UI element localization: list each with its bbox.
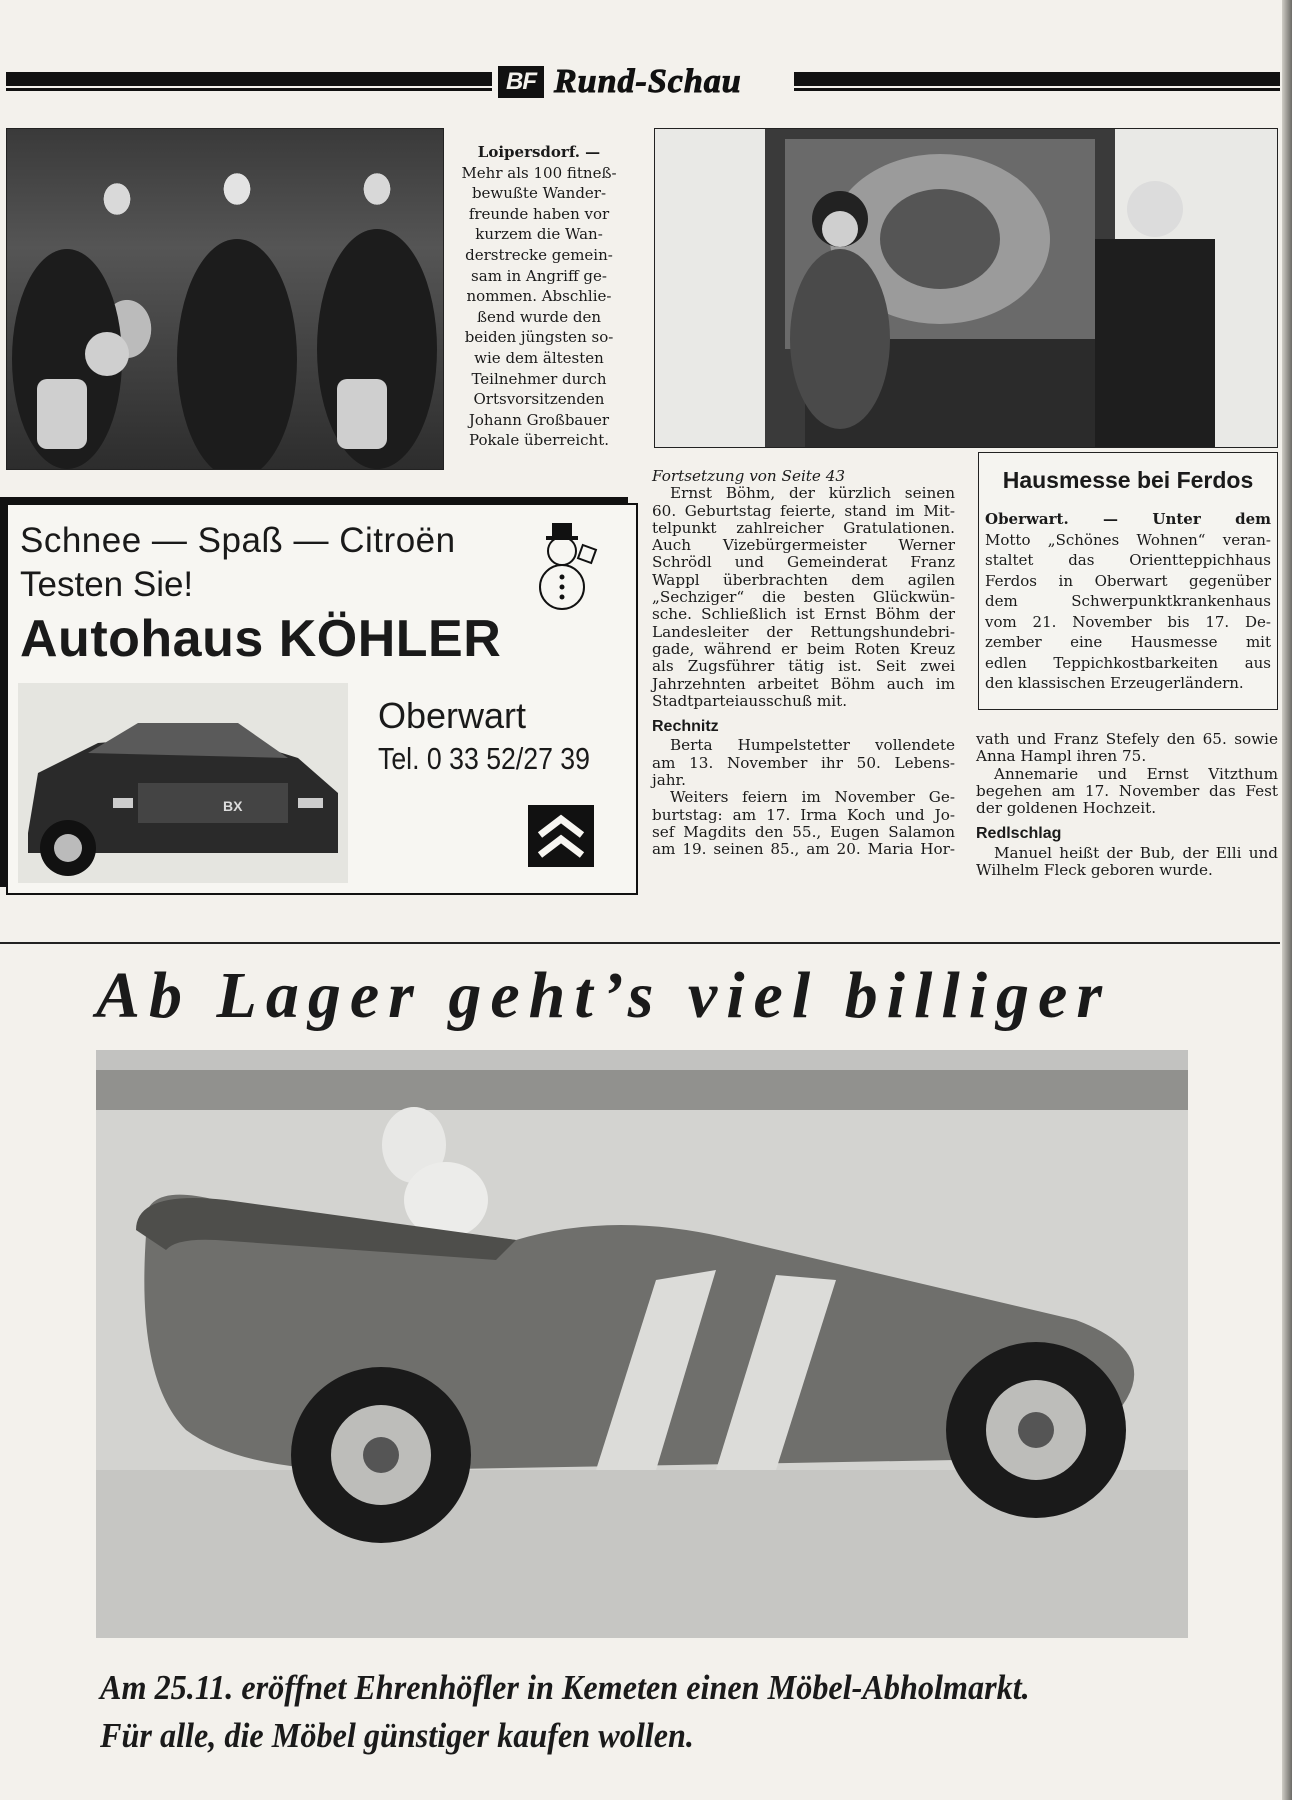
ad-phone: Tel. 0 33 52/27 39 — [378, 741, 590, 776]
bf-logo: BF — [498, 66, 544, 98]
carpet-photo-scene — [655, 129, 1277, 447]
rechnitz-line-1: am 13. November ihr 50. Lebens- — [652, 753, 955, 772]
boehm-line-10: als Zugsführer tätig ist. Seit zwei — [652, 657, 955, 676]
loip-line-1: Mehr als 100 fitneß- — [461, 163, 617, 182]
redlschlag-line-1: Wilhelm Fleck geboren wurde. — [976, 861, 1213, 880]
section-divider — [0, 942, 1280, 944]
loipersdorf-article — [456, 142, 622, 451]
hausmesse-line-7: edlen Teppichkostbarkeiten aus — [985, 653, 1271, 672]
loip-line-7: nommen. Abschlie- — [466, 287, 612, 306]
boehm-article — [652, 468, 955, 859]
boehm-line-7: sche. Schließlich ist Ernst Böhm der — [652, 605, 955, 624]
right-line-3: begehen am 17. November das Fest — [976, 781, 1278, 800]
redlschlag-heading: Redlschlag — [976, 825, 1062, 843]
car-illustration — [18, 683, 348, 883]
boehm-line-11: Jahrzehnten arbeitet Böhm auch im — [652, 674, 955, 693]
continuation-note: Fortsetzung von Seite 43 — [652, 467, 846, 485]
hausmesse-line-6: zember eine Hausmesse mit — [985, 633, 1271, 651]
masthead-rule-left — [6, 72, 492, 86]
boehm-line-3: Auch Vizebürgermeister Werner — [652, 536, 955, 555]
loip-line-8: ßend wurde den — [477, 307, 601, 326]
autohaus-koehler-ad — [6, 503, 638, 895]
hausmesse-line-8: den klassischen Erzeugerländern. — [985, 674, 1244, 692]
hausmesse-line-5: vom 21. November bis 17. De- — [985, 612, 1271, 631]
ad-town: Oberwart — [378, 695, 527, 736]
ad-line1: Schnee — Spaß — Citroën — [20, 521, 456, 560]
hausmesse-line-4: dem Schwerpunktkrankenhaus — [985, 592, 1271, 610]
loip-line-5: derstrecke gemein- — [465, 245, 613, 264]
hausmesse-line-2: staltet das Orientteppichhaus — [985, 551, 1271, 569]
hausmesse-text — [985, 509, 1271, 694]
right-line-1: Anna Hampl ihren 75. — [976, 747, 1147, 766]
right-line-2: Annemarie und Ernst Vitzthum — [994, 764, 1278, 783]
ad-car-photo — [18, 683, 348, 883]
loip-line-10: wie dem ältesten — [474, 348, 604, 367]
shoe-car-scene — [96, 1050, 1188, 1638]
loip-line-3: freunde haben vor — [468, 204, 610, 223]
feature-headline: Ab Lager geht’s viel billiger — [96, 959, 1112, 1032]
loip-line-9: beiden jüngsten so- — [464, 328, 614, 347]
hausmesse-headline: Hausmesse bei Ferdos — [1002, 467, 1254, 493]
rechnitz-line-0: Berta Humpelstetter vollendete — [670, 736, 955, 755]
boehm-line-2: telpunkt zahlreicher Gratulationen. — [652, 518, 955, 537]
snowman-icon — [532, 517, 602, 617]
loip-line-12: Ortsvorsitzenden — [473, 390, 605, 409]
boehm-line-12: Stadtparteiausschuß mit. — [652, 691, 848, 710]
boehm-line-4: Schrödl und Gemeinderat Franz — [652, 553, 955, 572]
boehm-line-5: Wappl überbrachten dem agilen — [652, 570, 955, 589]
right-line-4: der goldenen Hochzeit. — [976, 799, 1157, 818]
loipersdorf-photo — [6, 128, 444, 470]
ad-line2: Testen Sie! — [20, 565, 194, 604]
ad-company: Autohaus KÖHLER — [20, 610, 502, 668]
right-line-0: vath und Franz Stefely den 65. sowie — [976, 730, 1278, 748]
masthead — [498, 62, 788, 102]
rechnitz-line-2: jahr. — [652, 771, 686, 790]
redlschlag-line-0: Manuel heißt der Bub, der Elli und — [994, 843, 1278, 862]
loip-line-4: kurzem die Wan- — [475, 225, 603, 244]
feature-caption-1: Am 25.11. eröffnet Ehrenhöfler in Kemeten einen Möbel-Abholmarkt. — [100, 1668, 1030, 1707]
loip-line-14: Pokale überreicht. — [468, 431, 609, 450]
hausmesse-line-0: Oberwart. — Unter dem — [985, 510, 1271, 528]
boehm-line-6: „Sechziger“ die besten Glückwün- — [652, 588, 955, 607]
loip-line-2: bewußte Wander- — [471, 184, 607, 203]
loip-line-6: sam in Angriff ge- — [471, 266, 607, 285]
hausmesse-box — [978, 452, 1278, 710]
rechnitz-heading: Rechnitz — [652, 718, 719, 736]
group-photo-figures — [7, 129, 443, 469]
right-column-article — [976, 731, 1278, 879]
rechnitz-line-5: sef Magdits den 55., Eugen Salamon — [652, 822, 955, 841]
boehm-line-0: Ernst Böhm, der kürzlich seinen — [670, 484, 955, 503]
carpet-photo — [654, 128, 1278, 448]
feature-caption-2: Für alle, die Möbel günstiger kaufen wollen. — [100, 1716, 694, 1755]
car-badge: BX — [223, 798, 243, 814]
hausmesse-line-1: Motto „Schönes Wohnen“ veran- — [985, 530, 1271, 549]
shoe-car-photo — [96, 1050, 1188, 1638]
masthead-title: Rund-Schau — [554, 63, 742, 100]
loip-line-0: Loipersdorf. — — [477, 143, 601, 161]
boehm-line-1: 60. Geburtstag feierte, stand im Mit- — [652, 501, 955, 520]
rechnitz-line-3: Weiters feiern im November Ge- — [670, 788, 955, 807]
citroen-chevron-logo — [528, 805, 594, 867]
hausmesse-line-3: Ferdos in Oberwart gegenüber — [985, 571, 1271, 590]
boehm-line-9: gade, während er beim Roten Kreuz — [652, 639, 955, 658]
loip-line-13: Johann Großbauer — [468, 410, 610, 429]
boehm-line-8: Landesleiter der Rettungshundebri- — [652, 622, 955, 641]
rechnitz-line-6: am 19. seinen 85., am 20. Maria Hor- — [652, 840, 955, 859]
masthead-rule-right — [794, 72, 1280, 86]
rechnitz-line-4: burtstag: am 17. Irma Koch und Jo- — [652, 805, 955, 824]
page-edge-shadow — [1282, 0, 1292, 1800]
loip-line-11: Teilnehmer durch — [471, 369, 607, 388]
